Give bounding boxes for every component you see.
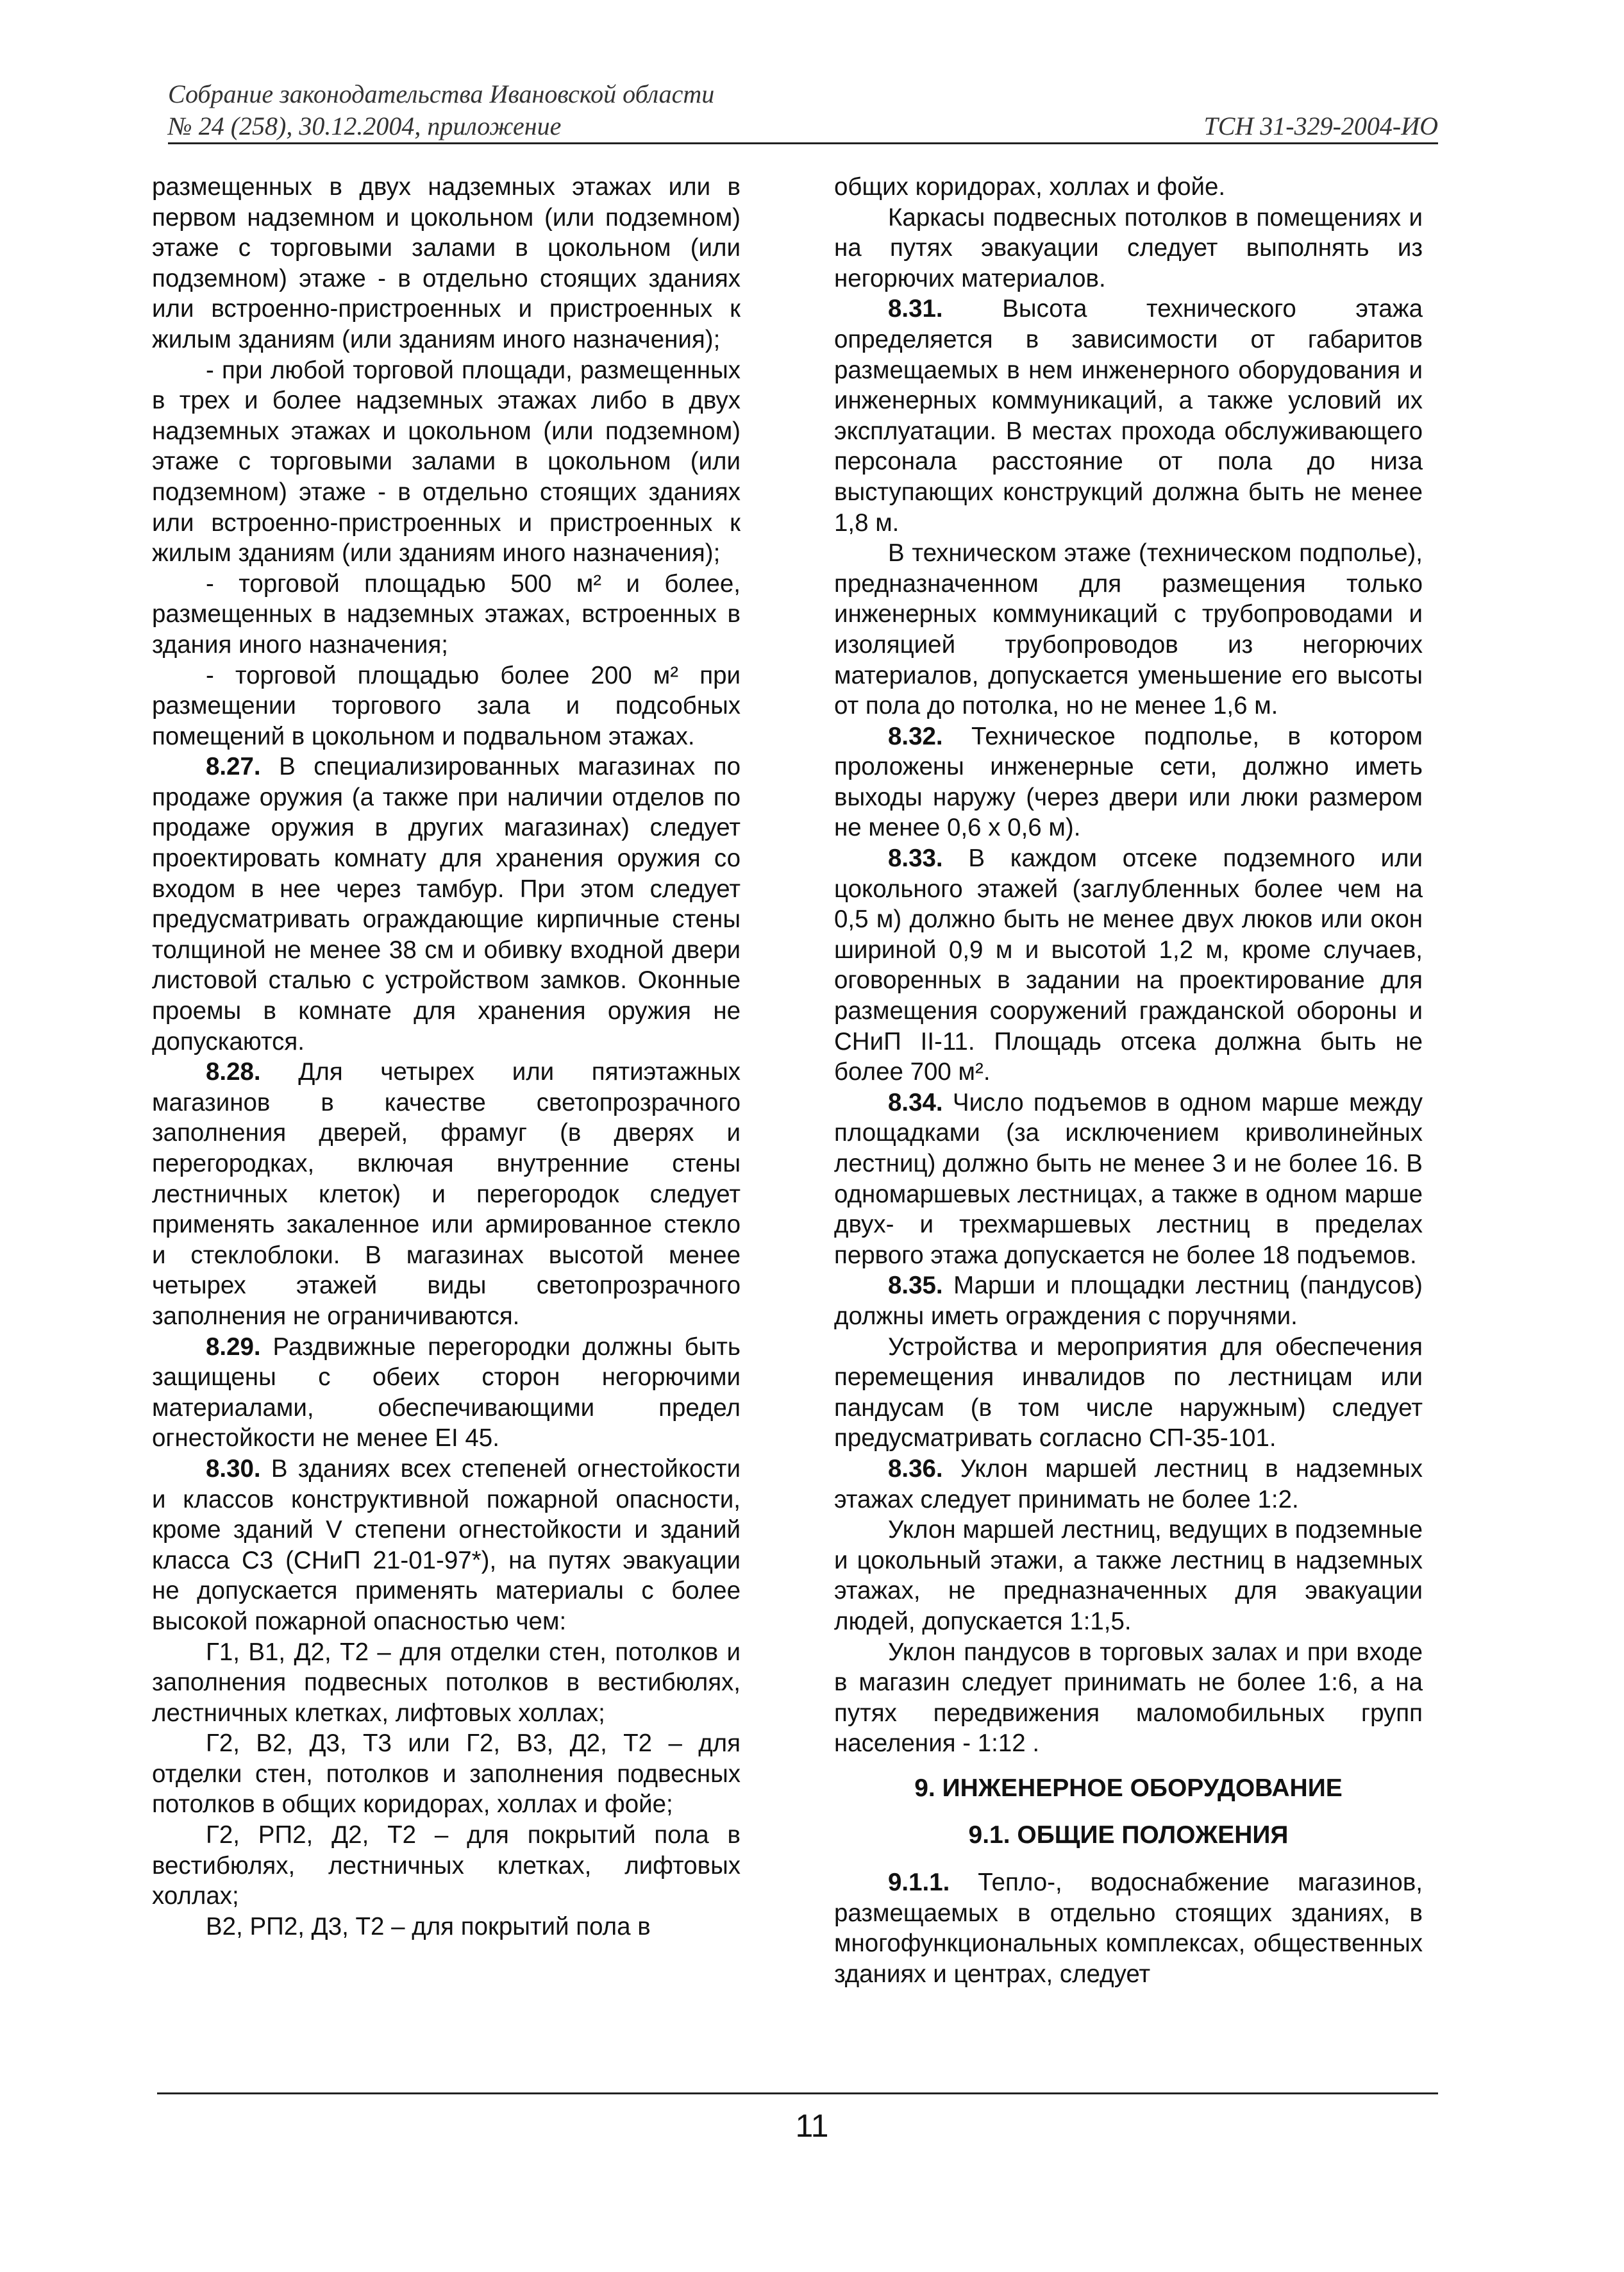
- paragraph: [834, 1270, 1423, 1331]
- paragraph-text: Устройства и мероприятия для обеспечения перемещения инвалидов по лестницам или пандусам (в том числе наружным) следует предусматривать согласно СП-35-101.: [834, 1333, 1423, 1452]
- clause-number: 8.33.: [888, 845, 943, 873]
- header-document-code: ТСН 31-329-2004-ИО: [1203, 112, 1438, 140]
- clause-number: 8.36.: [888, 1454, 943, 1483]
- paragraph: [834, 721, 1423, 843]
- paragraph: [152, 172, 741, 355]
- header-divider: [168, 142, 1438, 144]
- paragraph: [152, 1332, 741, 1454]
- paragraph: [834, 1867, 1423, 1989]
- paragraph: [834, 1515, 1423, 1637]
- clause-number: 8.27.: [206, 753, 261, 781]
- paragraph: [152, 1637, 741, 1729]
- paragraph-text: Тепло-, водоснабжение магазинов, размещаемых в отдельно стоящих зданиях, в многофункциональных комплексах, общественных зданиях и центрах, следует: [834, 1869, 1423, 1988]
- paragraph-text: Высота технического этажа определяется в зависимости от габаритов размещаемых в нем инженерного оборудования и инженерных коммуникаций, а также условий их эксплуатации. В местах прохода обслуживающего персонала расстояние от пола до низа выступающих конструкций должна быть не менее 1,8 м.: [834, 295, 1423, 537]
- paragraph: [834, 538, 1423, 721]
- paragraph: [152, 355, 741, 569]
- paragraph-text: В каждом отсеке подземного или цокольного этажей (заглубленных более чем на 0,5 м) должно быть не менее двух люков или окон шириной 0,9 м и высотой 1,2 м, кроме случаев, оговоренных в задании на проектирование для размещения сооружений гражданской обороны и СНиП II-11. Площадь отсека должна быть не более 700 м².: [834, 845, 1423, 1086]
- paragraph-text: - торговой площадью 500 м² и более, размещенных в надземных этажах, встроенных в здания иного назначения;: [152, 569, 741, 659]
- paragraph-text: Г2, В2, Д3, Т3 или Г2, В3, Д2, Т2 – для отделки стен, потолков и заполнения подвесных потолков в общих коридорах, холлах и фойе;: [152, 1729, 741, 1819]
- paragraph: [152, 1728, 741, 1820]
- paragraph-text: - при любой торговой площади, размещенных в трех и более надземных этажах либо в двух надземных этажах и цокольном (или подземном) этаже с торговыми залами в цокольном (или подземном) этаже - в отдельно стоящих зданиях или встроенно-пристроенных и пристроенных к жилым зданиям (или зданиям иного назначения);: [152, 356, 741, 568]
- paragraph: [152, 1820, 741, 1912]
- page-number: 11: [795, 2108, 829, 2144]
- clause-number: 8.28.: [206, 1058, 261, 1086]
- page-header-source: [168, 78, 745, 142]
- paragraph-text: - торговой площадью более 200 м² при размещении торгового зала и подсобных помещений в цокольном и подвальном этажах.: [152, 661, 741, 750]
- paragraph-text: В2, РП2, Д3, Т2 – для покрытий пола в: [206, 1912, 651, 1940]
- left-text-column: [152, 172, 741, 1942]
- paragraph-text: Г1, В1, Д2, Т2 – для отделки стен, потолков и заполнения подвесных потолков в вестибюлях, лестничных клетках, лифтовых холлах;: [152, 1638, 741, 1727]
- paragraph: [152, 569, 741, 661]
- clause-number: 9.1.1.: [888, 1869, 950, 1897]
- paragraph-text: размещенных в двух надземных этажах или в первом надземном и цокольном (или подземном) этаже с торговыми залами в цокольном (или подземном) этаже - в отдельно стоящих зданиях или встроенно-пристроенных и пристроенных к жилым зданиям (или зданиям иного назначения);: [152, 173, 741, 353]
- subsection-heading: 9.1. ОБЩИЕ ПОЛОЖЕНИЯ: [968, 1821, 1289, 1849]
- paragraph: [152, 1057, 741, 1331]
- paragraph: [834, 1637, 1423, 1759]
- paragraph: [834, 1454, 1423, 1515]
- paragraph-text: Г2, РП2, Д2, Т2 – для покрытий пола в вестибюлях, лестничных клетках, лифтовых холлах;: [152, 1821, 741, 1910]
- paragraph-text: В техническом этаже (техническом подполье), предназначенном для размещения только инженерных коммуникаций с трубопроводами и изоляцией трубопроводов из негорючих материалов, допускается уменьшение его высоты от пола до потолка, но не менее 1,6 м.: [834, 539, 1423, 720]
- paragraph-text: Раздвижные перегородки должны быть защищены с обеих сторон негорючими материалами, обеспечивающими предел огнестойкости не менее EI 45.: [152, 1333, 741, 1452]
- right-paragraphs: [834, 172, 1423, 1759]
- paragraph-text: Марши и площадки лестниц (пандусов) должны иметь ограждения с поручнями.: [834, 1272, 1423, 1330]
- clause-number: 8.35.: [888, 1272, 943, 1300]
- clause-number: 8.30.: [206, 1454, 261, 1483]
- paragraph: [834, 1332, 1423, 1454]
- header-issue-info: № 24 (258), 30.12.2004, приложение: [168, 112, 562, 140]
- paragraph: [834, 172, 1423, 203]
- clause-number: 8.31.: [888, 295, 943, 323]
- paragraph: [152, 661, 741, 752]
- paragraph-text: Число подъемов в одном марше между площадками (за исключением криволинейных лестниц) должно быть не менее 3 и не более 16. В одномаршевых лестницах, а также в одном марше двух- и трехмаршевых лестниц в пределах первого этажа допускается не более 18 подъемов.: [834, 1088, 1423, 1269]
- paragraph-text: Уклон маршей лестниц в надземных этажах следует принимать не более 1:2.: [834, 1454, 1423, 1513]
- paragraph: [152, 1912, 741, 1942]
- paragraph-text: Уклон пандусов в торговых залах и при входе в магазин следует принимать не более 1:6, а на путях передвижения маломобильных групп населения - 1:12 .: [834, 1638, 1423, 1758]
- clause-number: 8.29.: [206, 1333, 261, 1361]
- paragraph-text: Для четырех или пятиэтажных магазинов в качестве светопрозрачного заполнения дверей, фрамуг (в дверях и перегородках, включая внутренние стены лестничных клеток) и перегородок следует применять закаленное или армированное стекло и стеклоблоки. В магазинах высотой менее четырех этажей виды светопрозрачного заполнения не ограничиваются.: [152, 1058, 741, 1330]
- paragraph-text: Техническое подполье, в котором проложены инженерные сети, должно иметь выходы наружу (через двери или люки размером не менее 0,6 х 0,6 м).: [834, 722, 1423, 842]
- footer-divider: [157, 2092, 1438, 2094]
- paragraph-text: Уклон маршей лестниц, ведущих в подземные и цокольный этажи, а также лестниц в надземных этажах, не предназначенных для эвакуации людей, допускается 1:1,5.: [834, 1516, 1423, 1635]
- clause-number: 8.32.: [888, 722, 943, 750]
- paragraph: [152, 1454, 741, 1637]
- clause-number: 8.34.: [888, 1088, 943, 1116]
- header-collection-title: Собрание законодательства Ивановской области: [168, 80, 715, 108]
- paragraph: [834, 1088, 1423, 1271]
- paragraph-text: Каркасы подвесных потолков в помещениях и на путях эвакуации следует выполнять из негорючих материалов.: [834, 203, 1423, 292]
- paragraph-text: общих коридорах, холлах и фойе.: [834, 173, 1226, 201]
- right-text-column: [834, 172, 1423, 1989]
- paragraph: [152, 752, 741, 1057]
- paragraph-text: В специализированных магазинах по продаже оружия (а также при наличии отделов по продаже оружия в других магазинах) следует проектировать комнату для хранения оружия со входом в нее через тамбур. При этом следует предусматривать ограждающие кирпичные стены толщиной не менее 38 см и обивку входной двери листовой сталью с устройством замков. Оконные проемы в комнате для хранения оружия не допускаются.: [152, 753, 741, 1056]
- paragraph: [834, 294, 1423, 538]
- paragraph: [834, 203, 1423, 294]
- section-heading: 9. ИНЖЕНЕРНОЕ ОБОРУДОВАНИЕ: [914, 1774, 1343, 1802]
- paragraph-text: В зданиях всех степеней огнестойкости и классов конструктивной пожарной опасности, кроме зданий V степени огнестойкости и зданий класса С3 (СНиП 21-01-97*), на путях эвакуации не допускается применять материалы с более высокой пожарной опасностью чем:: [152, 1454, 741, 1635]
- paragraph: [834, 843, 1423, 1088]
